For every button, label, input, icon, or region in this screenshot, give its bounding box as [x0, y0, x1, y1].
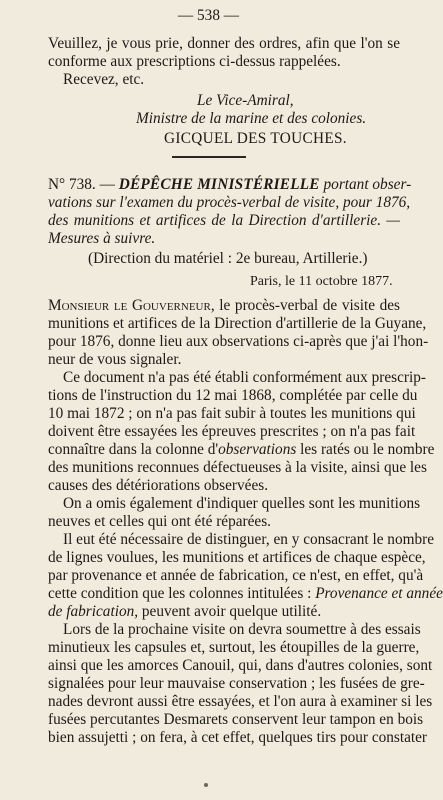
- p4-line-3: par provenance et année de fabrication, ce n'est, en effet, qu'à: [48, 567, 424, 584]
- p3-line-1: On a omis également d'indiquer quelles sont les munitions: [63, 495, 421, 512]
- p2-line-4: doivent être essayées les épreuves prescrites ; on n'a pas fait: [48, 423, 416, 440]
- p2-line-3: 10 mai 1872 ; on n'a pas fait subir à toutes les munitions qui: [48, 405, 416, 422]
- p5-line-1: Lors de la prochaine visite on devra soumettre à des essais: [63, 621, 421, 638]
- p5-line-5: nades devront aussi être essayées, et l'on aura à examiner si les: [48, 693, 433, 710]
- heading-line-3: des munitions et artifices de la Direction d'artillerie. —: [48, 212, 400, 229]
- heading-line-4: Mesures à suivre.: [48, 230, 156, 247]
- closing-line-2: conforme aux prescriptions ci-dessus rappelées.: [48, 53, 341, 70]
- p4-line-4: [48, 585, 443, 603]
- p4-line-4-italic: Provenance et année: [315, 585, 443, 602]
- p2-line-2: tions de l'instruction du 12 mai 1868, complétée par celle du: [48, 387, 418, 404]
- p5-line-6: fusées percutantes Desmarets conservent leur tampon en bois: [48, 711, 424, 728]
- p3-line-2: neuves et celles qui ont été réparées.: [48, 513, 271, 530]
- p1-line-1: [48, 297, 400, 315]
- signature: GICQUEL DES TOUCHES.: [164, 130, 347, 147]
- direction-note: (Direction du matériel : 2e bureau, Artillerie.): [88, 250, 368, 267]
- page-speck: [204, 783, 208, 787]
- p1-line-4: neur de vous signaler.: [48, 351, 182, 368]
- heading-line-2: vations sur l'examen du procès-verbal de visite, pour 1876,: [48, 194, 411, 211]
- salutation: Monsieur le Gouverneur,: [48, 297, 215, 314]
- signatory-title: Le Vice-Amiral,: [197, 92, 294, 109]
- dispatch-kind: DÉPÊCHE MINISTÉRIELLE: [118, 176, 320, 193]
- p4-line-2: de lignes voulues, les munitions et artifices de chaque espèce,: [48, 549, 426, 566]
- p2-line-5-b: les ratés ou le nombre: [296, 441, 435, 458]
- section-divider: [172, 156, 246, 158]
- page-number: — 538 —: [177, 7, 240, 24]
- closing-recevez: Recevez, etc.: [63, 71, 145, 88]
- p4-line-5-italic: de fabrication,: [48, 603, 139, 620]
- p4-line-4-a: cette condition que les colonnes intitulées :: [48, 585, 316, 602]
- p2-line-1: Ce document n'a pas été établi conformément aux prescrip-: [63, 369, 426, 386]
- p5-line-2: minutieux les capsules et, surtout, les étoupilles de la guerre,: [48, 639, 420, 656]
- p2-line-5-italic: observations: [218, 441, 297, 458]
- p4-line-5: [48, 603, 321, 621]
- p1-line-3: pour 1876, donne lieu aux observations ci-après que j'ai l'hon-: [48, 333, 429, 350]
- signatory-ministry: Ministre de la marine et des colonies.: [136, 110, 367, 127]
- p4-line-1: Il eut été nécessaire de distinguer, en y consacrant le nombre: [63, 531, 435, 548]
- closing-line-1: Veuillez, je vous prie, donner des ordres, afin que l'on se: [48, 35, 400, 52]
- p4-line-5-b: peuvent avoir quelque utilité.: [138, 603, 322, 620]
- p2-line-6: des munitions reconnues défectueuses à la visite, ainsi que les: [48, 459, 427, 476]
- heading-line-1: [48, 176, 412, 194]
- p5-line-4: signalées pour leur mauvaise conservation ; les fusées de gre-: [48, 675, 425, 692]
- dispatch-number: N° 738. —: [48, 176, 119, 193]
- heading-line-1-rest: portant obser-: [319, 176, 412, 193]
- p2-line-5-a: connaître dans la colonne d': [48, 441, 219, 458]
- p2-line-5: [48, 441, 435, 459]
- p1-line-1-rest: le procès-verbal de visite des: [214, 297, 400, 314]
- p2-line-7: causes des détériorations observées.: [48, 477, 269, 494]
- p5-line-7: bien assujetti ; on fera, à cet effet, quelques tirs pour constater: [48, 729, 428, 746]
- p1-line-2: munitions et artifices de la Direction d'artillerie de la Guyane,: [48, 315, 427, 332]
- p5-line-3: ainsi que les amorces Canouil, qui, dans d'autres colonies, sont: [48, 657, 433, 674]
- dateline: Paris, le 11 octobre 1877.: [250, 274, 393, 289]
